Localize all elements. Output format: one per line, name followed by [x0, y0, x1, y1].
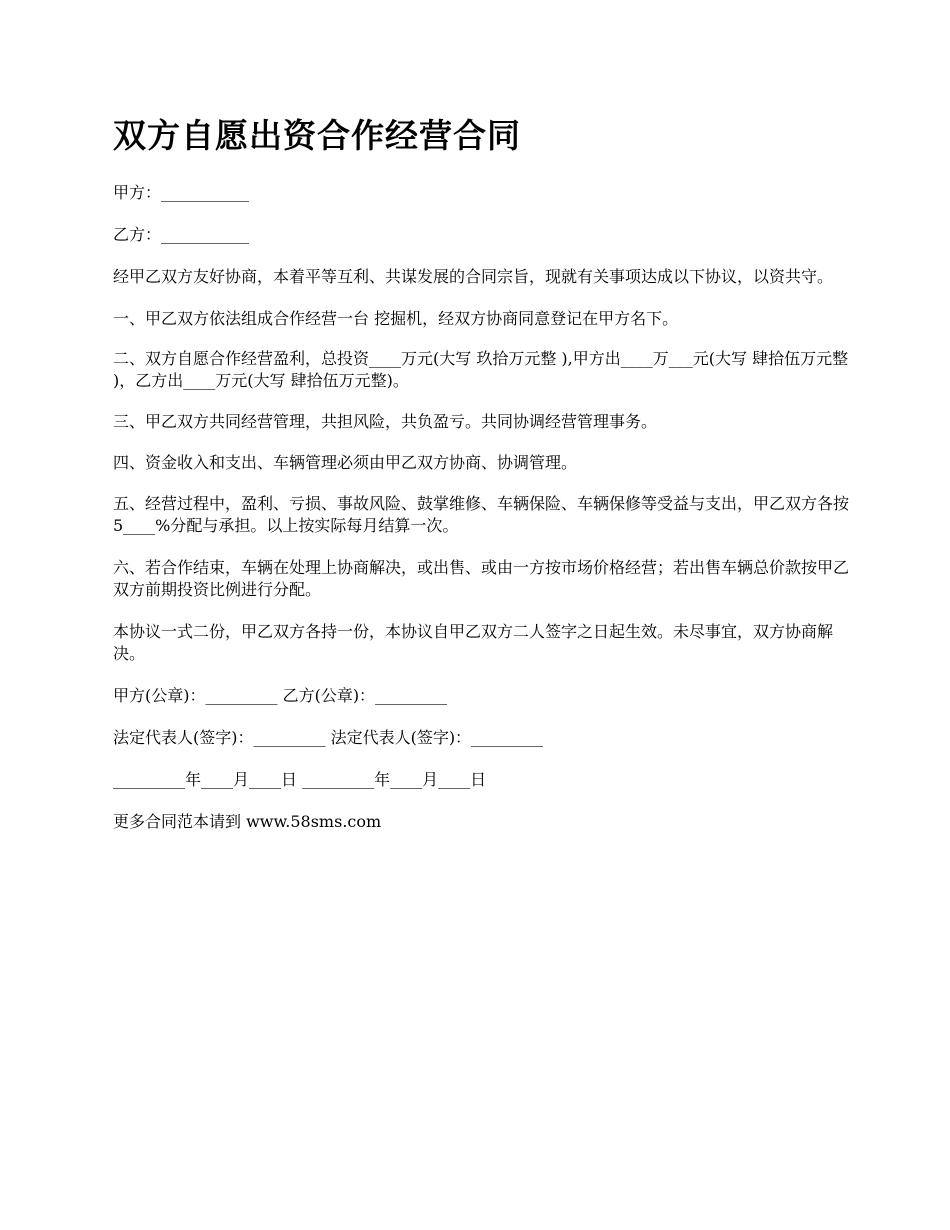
closing-paragraph: 本协议一式二份，甲乙双方各持一份，本协议自甲乙双方二人签字之日起生效。未尽事宜，双方协商解决。: [113, 622, 834, 663]
clause-2: 二、双方自愿合作经营盈利，总投资____万元(大写 玖拾万元整 ),甲方出____万___元(大写 肆拾伍万元整 )，乙方出____万元(大写 肆拾伍万元整)。: [113, 349, 849, 390]
footer-link[interactable]: 更多合同范本请到 www.58sms.com: [113, 812, 382, 831]
clause-4: 四、资金收入和支出、车辆管理必须由甲乙双方协商、协调管理。: [113, 453, 578, 472]
clause-3: 三、甲乙双方共同经营管理，共担风险，共负盈亏。共同协调经营管理事务。: [113, 412, 658, 431]
party-b-line: 乙方：___________: [113, 225, 250, 244]
intro-paragraph: 经甲乙双方友好协商，本着平等互利、共谋发展的合同宗旨，现就有关事项达成以下协议，以资共守。: [113, 267, 834, 286]
clause-6: 六、若合作结束，车辆在处理上协商解决，或出售、或由一方按市场价格经营；若出售车辆总价款按甲乙双方前期投资比例进行分配。: [113, 558, 850, 599]
party-a-line: 甲方：___________: [113, 183, 250, 202]
clause-5: 五、经营过程中，盈利、亏损、事故风险、鼓掌维修、车辆保险、车辆保修等受益与支出，甲乙双方各按 5____%分配与承担。以上按实际每月结算一次。: [113, 494, 850, 535]
contract-document: [113, 112, 861, 833]
signature-seal-line: 甲方(公章)：_________ 乙方(公章)：_________: [113, 686, 448, 705]
clause-1: 一、甲乙双方依法组成合作经营一台 挖掘机，经双方协商同意登记在甲方名下。: [113, 309, 679, 328]
document-title: 双方自愿出资合作经营合同: [113, 116, 521, 155]
signature-representative-line: 法定代表人(签字)：_________ 法定代表人(签字)：_________: [113, 728, 544, 747]
signature-date-line: _________年____月____日 _________年____月____日: [113, 770, 487, 789]
